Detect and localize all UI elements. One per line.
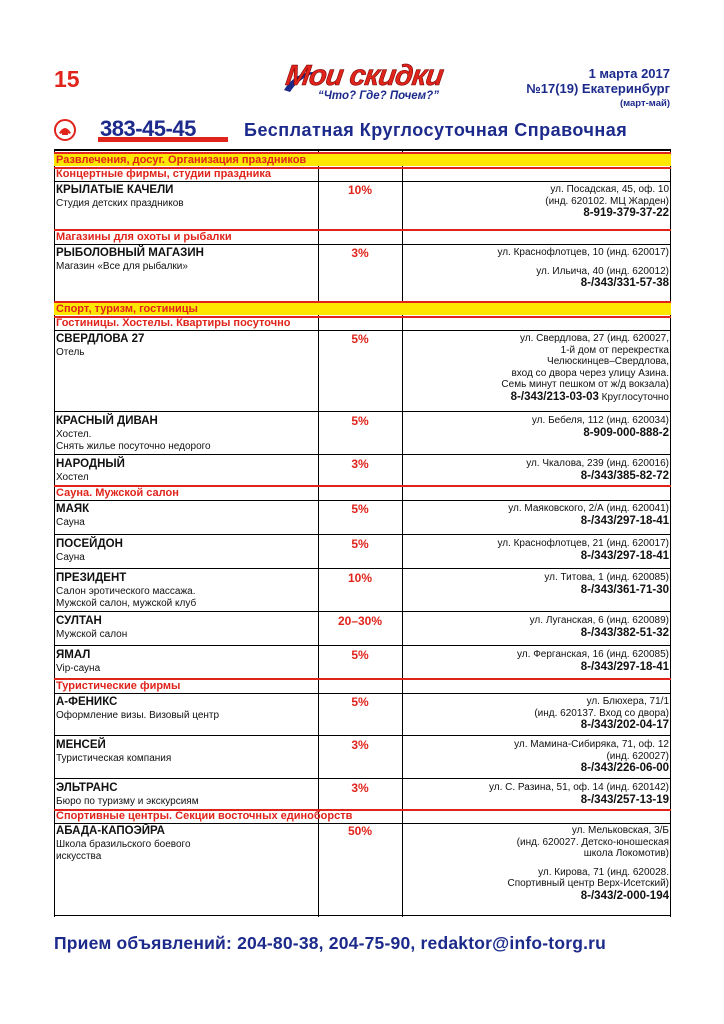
row-divider [54, 735, 671, 736]
column-divider [318, 149, 319, 917]
subsection-title: Спортивные центры. Секции восточных единоборств [56, 810, 353, 822]
listing-name: ЯМАЛ [56, 649, 91, 661]
subsection-title: Гостиницы. Хостелы. Квартиры посуточно [56, 317, 291, 329]
listing-address [469, 458, 669, 483]
helpline-strip [54, 118, 671, 142]
listing-description: Сауна [56, 552, 85, 563]
address-line: вход со двора через улицу Азина. [511, 367, 669, 379]
helpline-description: Бесплатная Круглосуточная Справочная [244, 120, 628, 140]
listing-discount: 5% [351, 414, 369, 428]
listing-address [459, 782, 669, 807]
listing-name: СВЕРДЛОВА 27 [56, 333, 145, 345]
address-line: ул. Посадская, 45, оф. 10 [550, 184, 669, 195]
listing-discount: 5% [351, 332, 369, 346]
issue-date: 1 марта 2017 [588, 66, 670, 81]
listing-name: СУЛТАН [56, 615, 102, 627]
listing-phone: 8-/343/361-71-30 [580, 583, 669, 596]
listing-address [469, 572, 669, 597]
row-divider [54, 411, 671, 412]
table-bottom-rule [54, 915, 671, 916]
listing-phone: 8-909-000-888-2 [583, 426, 669, 439]
address-line: (инд. 620027. Детско-юношеская [516, 836, 669, 848]
issue-info [526, 66, 670, 111]
row-divider [54, 693, 671, 694]
listing-description: Магазин «Все для рыбалки» [56, 261, 188, 272]
listing-discount: 5% [351, 695, 369, 709]
address-line: ул. Бебеля, 112 (инд. 620034) [531, 415, 669, 426]
address-line: Семь минут пешком от ж/д вокзала) [501, 379, 669, 390]
row-divider [54, 534, 671, 535]
listing-name: А-ФЕНИКС [56, 696, 118, 708]
listing-name: ПОСЕЙДОН [56, 538, 123, 550]
table-top-rule [54, 149, 671, 151]
listing-name: МЕНСЕЙ [56, 739, 106, 751]
address-line: ул. Краснофлотцев, 10 (инд. 620017) [497, 247, 669, 258]
listing-phone: 8-/343/2-000-194 [580, 889, 669, 902]
address-line: (инд. 620027) [606, 750, 669, 762]
listing-phone: 8-/343/213-03-03 [510, 390, 599, 403]
address-line: ул. Маяковского, 2/А (инд. 620041) [508, 503, 669, 514]
row-divider [54, 244, 671, 245]
brand-logo [282, 60, 458, 112]
listing-description: Мужской салон [56, 629, 128, 640]
listing-discount: 3% [351, 781, 369, 795]
listing-address [469, 184, 669, 220]
listing-description [56, 839, 191, 862]
listing-address [469, 825, 669, 903]
description-line: искусства [56, 850, 102, 862]
subsection-title: Сауна. Мужской салон [56, 487, 179, 499]
listing-discount: 10% [347, 183, 373, 197]
listing-description [56, 429, 211, 452]
subsection-title: Концертные фирмы, студии праздника [56, 168, 272, 180]
description-line: Снять жилье посуточно недорого [56, 440, 211, 452]
address-line: 1-й дом от перекрестка [560, 344, 669, 356]
address-line: ул. Мельковская, 3/Б [571, 825, 669, 836]
listing-phone: 8-/343/297-18-41 [580, 660, 669, 673]
phone-note: Круглосуточно [601, 391, 669, 403]
row-divider [54, 778, 671, 779]
issue-period: (март-май) [619, 98, 670, 109]
listing-name: КРАСНЫЙ ДИВАН [56, 415, 158, 427]
listing-phone: 8-/343/297-18-41 [580, 549, 669, 562]
address-line: ул. С. Разина, 51, оф. 14 (инд. 620142) [488, 782, 669, 793]
address-line: Спортивный центр Верх-Исетский) [507, 878, 669, 889]
logo-tagline: “Что? Где? Почем?” [318, 90, 439, 102]
description-line: Школа бразильского боевого [56, 839, 191, 850]
listing-name: КРЫЛАТЫЕ КАЧЕЛИ [56, 184, 174, 196]
page-number: 15 [54, 66, 80, 92]
description-line: Хостел. [56, 429, 92, 440]
listing-discount: 20–30% [337, 614, 383, 628]
section-header [54, 301, 671, 315]
listing-description [56, 586, 196, 609]
listing-discount: 10% [347, 571, 373, 585]
listing-discount: 5% [351, 537, 369, 551]
listing-name: ЭЛЬТРАНС [56, 782, 118, 794]
address-line: ул. Мамина-Сибиряка, 71, оф. 12 [514, 739, 669, 750]
listing-name: АБАДА-КАПОЭЙРА [56, 825, 165, 837]
listing-address [469, 538, 669, 563]
subsection-title: Туристические фирмы [56, 680, 181, 692]
helpline-number: 383-45-45 [100, 116, 196, 141]
listing-name: ПРЕЗИДЕНТ [56, 572, 127, 584]
description-line: Салон эротического массажа. [56, 586, 196, 597]
listing-address [469, 649, 669, 674]
listing-address [469, 739, 669, 775]
issue-number: №17(19) Екатеринбург [526, 81, 670, 96]
row-divider [54, 611, 671, 612]
phone-logo-icon [54, 119, 76, 141]
address-line: (инд. 620137. Вход со двора) [534, 707, 669, 719]
listing-name: РЫБОЛОВНЫЙ МАГАЗИН [56, 247, 204, 259]
listing-discount: 5% [351, 502, 369, 516]
row-divider [54, 454, 671, 455]
listing-description: Студия детских праздников [56, 198, 184, 209]
section-header [54, 152, 671, 166]
listing-address [469, 333, 669, 404]
listing-description: Оформление визы. Визовый центр [56, 710, 220, 721]
listing-address [469, 696, 669, 732]
listing-discount: 3% [351, 457, 369, 471]
row-divider [54, 330, 671, 331]
listing-phone: 8-/343/257-13-19 [580, 793, 669, 806]
listing-discount: 3% [351, 246, 369, 260]
address-line: (инд. 620102. МЦ Жарден) [545, 195, 669, 207]
listing-address [469, 503, 669, 528]
address-line: ул. Ильича, 40 (инд. 620012) [536, 265, 669, 277]
listing-phone: 8-/343/297-18-41 [580, 514, 669, 527]
listing-phone: 8-/343/385-82-72 [580, 469, 669, 482]
address-line: ул. Кирова, 71 (инд. 620028. [538, 866, 669, 878]
address-line: Челюскинцев–Свердлова, [547, 356, 669, 367]
listing-phone: 8-/343/382-51-32 [580, 626, 669, 639]
ad-contacts-footer: Прием объявлений: 204-80-38, 204-75-90, redaktor@info-torg.ru [54, 933, 607, 953]
listing-phone: 8-/343/331-57-38 [580, 277, 669, 289]
section-title: Развлечения, досуг. Организация праздников [56, 154, 307, 166]
column-divider [54, 149, 55, 917]
description-line: Мужской салон, мужской клуб [56, 597, 197, 609]
listing-address [469, 415, 669, 440]
listing-name: НАРОДНЫЙ [56, 458, 125, 470]
row-divider [54, 645, 671, 646]
listing-description: Vip-сауна [56, 663, 101, 674]
section-title: Спорт, туризм, гостиницы [56, 303, 198, 315]
listing-description: Туристическая компания [56, 753, 172, 764]
listing-description: Бюро по туризму и экскурсиям [56, 796, 199, 807]
listing-address [469, 247, 669, 290]
listing-phone: 8-/343/226-06-00 [580, 762, 669, 774]
listing-description: Хостел [56, 472, 89, 483]
listing-description: Отель [56, 347, 85, 358]
address-line: ул. Титова, 1 (инд. 620085) [544, 572, 669, 583]
listing-address [469, 615, 669, 640]
address-line: ул. Блюхера, 71/1 [586, 696, 669, 707]
listing-name: МАЯК [56, 503, 90, 515]
row-divider [54, 181, 671, 182]
address-line: школа Локомотив) [583, 848, 669, 859]
address-line: ул. Луганская, 6 (инд. 620089) [529, 615, 669, 626]
listing-description: Сауна [56, 517, 85, 528]
listing-discount: 50% [347, 824, 373, 838]
listing-discount: 5% [351, 648, 369, 662]
listing-phone: 8-/343/202-04-17 [580, 719, 669, 731]
row-divider [54, 500, 671, 501]
address-line: ул. Чкалова, 239 (инд. 620016) [526, 458, 669, 469]
subsection-title: Магазины для охоты и рыбалки [56, 231, 232, 243]
listing-discount: 3% [351, 738, 369, 752]
directory-table [54, 149, 671, 917]
listing-phone: 8-919-379-37-22 [583, 207, 669, 219]
column-divider [670, 149, 671, 917]
logo-main-text: Мои скидки [283, 60, 445, 92]
address-line: ул. Ферганская, 16 (инд. 620085) [517, 649, 669, 660]
row-divider [54, 568, 671, 569]
column-divider [402, 149, 403, 917]
address-line: ул. Свердлова, 27 (инд. 620027, [519, 333, 669, 344]
address-line: ул. Краснофлотцев, 21 (инд. 620017) [497, 538, 669, 549]
